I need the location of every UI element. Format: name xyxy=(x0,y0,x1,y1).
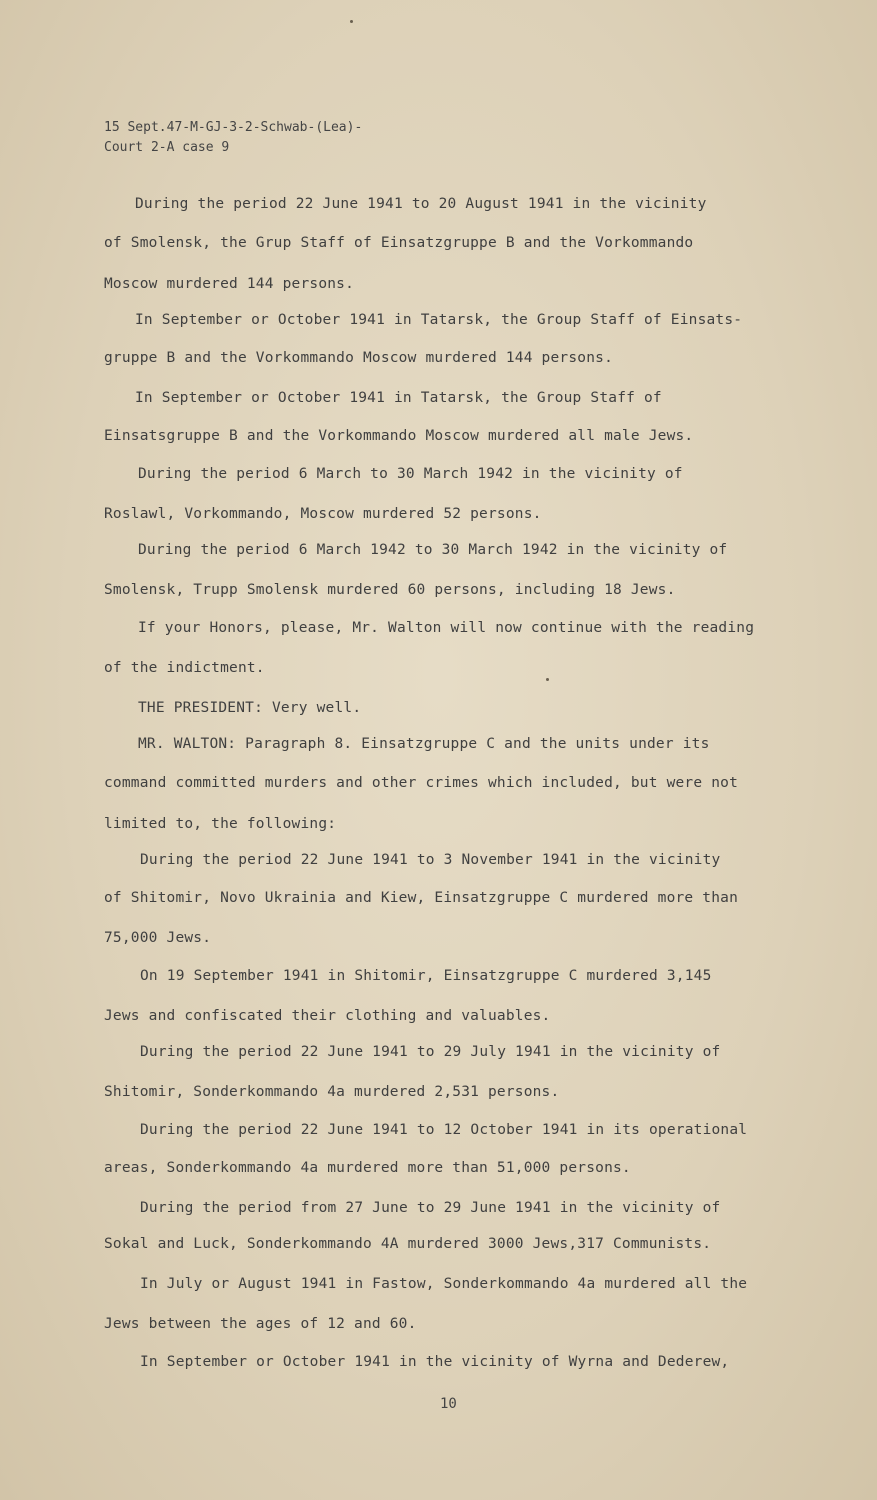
body-line: In July or August 1941 in Fastow, Sonderkommando 4a murdered all the xyxy=(140,1276,748,1292)
body-line: Sokal and Luck, Sonderkommando 4A murdered 3000 Jews,317 Communists. xyxy=(104,1236,712,1252)
body-line: On 19 September 1941 in Shitomir, Einsatzgruppe C murdered 3,145 xyxy=(140,968,712,984)
body-line: If your Honors, please, Mr. Walton will now continue with the reading xyxy=(138,620,755,636)
document-header xyxy=(104,118,362,158)
body-line: MR. WALTON: Paragraph 8. Einsatzgruppe C and the units under its xyxy=(138,736,710,752)
body-line: During the period 6 March to 30 March 1942 in the vicinity of xyxy=(138,466,683,482)
body-line: areas, Sonderkommando 4a murdered more than 51,000 persons. xyxy=(104,1160,631,1176)
body-line: In September or October 1941 in the vicinity of Wyrna and Dederew, xyxy=(140,1354,730,1370)
body-line: Roslawl, Vorkommando, Moscow murdered 52 persons. xyxy=(104,506,542,522)
body-line: During the period from 27 June to 29 June 1941 in the vicinity of xyxy=(140,1200,721,1216)
body-line: of the indictment. xyxy=(104,660,265,676)
header-line-1: 15 Sept.47-M-GJ-3-2-Schwab-(Lea)- xyxy=(104,120,363,135)
body-line: command committed murders and other crimes which included, but were not xyxy=(104,775,739,791)
body-line: During the period 6 March 1942 to 30 March 1942 in the vicinity of xyxy=(138,542,728,558)
body-line: During the period 22 June 1941 to 3 November 1941 in the vicinity xyxy=(140,852,721,868)
body-line: In September or October 1941 in Tatarsk, the Group Staff of xyxy=(135,390,662,406)
page-number: 10 xyxy=(440,1396,457,1412)
body-line: of Shitomir, Novo Ukrainia and Kiew, Einsatzgruppe C murdered more than xyxy=(104,890,739,906)
body-line: Smolensk, Trupp Smolensk murdered 60 persons, including 18 Jews. xyxy=(104,582,676,598)
body-line: Moscow murdered 144 persons. xyxy=(104,276,355,292)
body-line: During the period 22 June 1941 to 12 October 1941 in its operational xyxy=(140,1122,748,1138)
body-line: During the period 22 June 1941 to 29 July 1941 in the vicinity of xyxy=(140,1044,721,1060)
body-line: THE PRESIDENT: Very well. xyxy=(138,700,362,716)
paper-speck xyxy=(546,678,549,681)
body-line: Einsatsgruppe B and the Vorkommando Moscow murdered all male Jews. xyxy=(104,428,694,444)
body-line: limited to, the following: xyxy=(104,816,337,832)
body-line: During the period 22 June 1941 to 20 August 1941 in the vicinity xyxy=(135,196,707,212)
header-line-2: Court 2-A case 9 xyxy=(104,140,230,155)
body-line: In September or October 1941 in Tatarsk, the Group Staff of Einsats- xyxy=(135,312,743,328)
body-line: Jews and confiscated their clothing and valuables. xyxy=(104,1008,551,1024)
body-line: of Smolensk, the Grup Staff of Einsatzgruppe B and the Vorkommando xyxy=(104,235,694,251)
body-line: 75,000 Jews. xyxy=(104,930,212,946)
body-line: gruppe B and the Vorkommando Moscow murdered 144 persons. xyxy=(104,350,613,366)
body-line: Jews between the ages of 12 and 60. xyxy=(104,1316,417,1332)
paper-speck xyxy=(350,20,353,23)
body-line: Shitomir, Sonderkommando 4a murdered 2,531 persons. xyxy=(104,1084,560,1100)
